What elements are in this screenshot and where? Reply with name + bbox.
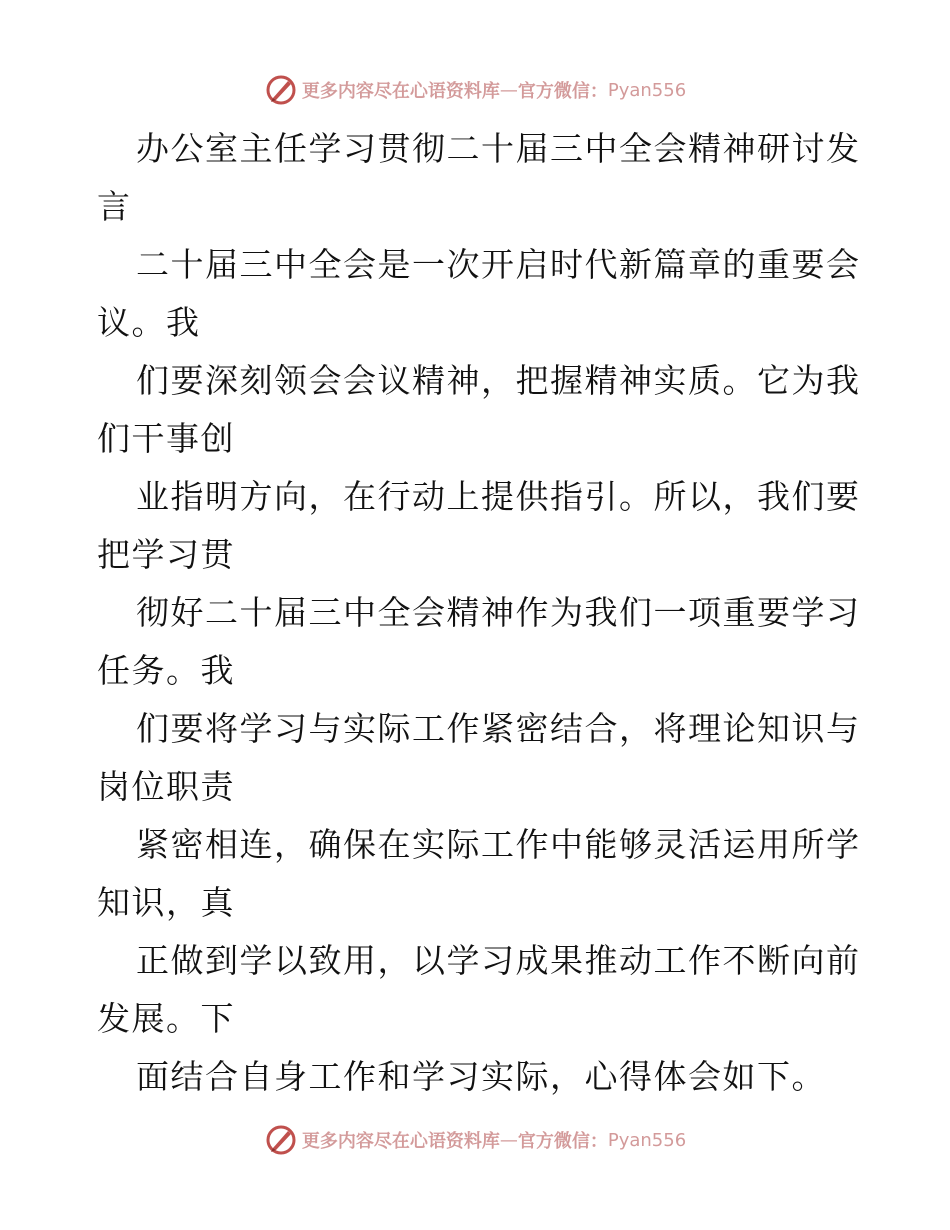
paragraph-line: 们要深刻领会会议精神，把握精神实质。它为我 xyxy=(136,361,861,400)
banner-text: 更多内容尽在心语资料库 xyxy=(301,81,500,102)
paragraph-line: 紧密相连，确保在实际工作中能够灵活运用所学 xyxy=(136,825,861,864)
pen-circle-logo-icon xyxy=(264,73,298,107)
banner-id: Pyan556 xyxy=(607,1129,687,1151)
banner-label: 官方微信： xyxy=(517,1131,608,1152)
paragraph-line: 发展。下 xyxy=(97,999,235,1038)
paragraph-line: 知识，真 xyxy=(97,883,235,922)
banner-text: 更多内容尽在心语资料库 xyxy=(301,1131,500,1152)
document-title-line: 办公室主任学习贯彻二十届三中全会精神研讨发 xyxy=(136,129,861,168)
paragraph-line: 二十届三中全会是一次开启时代新篇章的重要会 xyxy=(136,245,861,284)
paragraph-line: 们要将学习与实际工作紧密结合，将理论知识与 xyxy=(136,709,861,748)
document-body xyxy=(97,120,861,1106)
paragraph-line: 正做到学以致用，以学习成果推动工作不断向前 xyxy=(136,941,861,980)
paragraph-line: 面结合自身工作和学习实际，心得体会如下。 xyxy=(136,1057,826,1096)
paragraph-line: 彻好二十届三中全会精神作为我们一项重要学习 xyxy=(136,593,861,632)
document-title-line-continued: 言 xyxy=(97,187,132,226)
header-watermark-banner xyxy=(0,70,950,110)
pen-circle-logo-icon xyxy=(264,1123,298,1157)
paragraph-line: 把学习贯 xyxy=(97,535,235,574)
banner-separator: — xyxy=(499,79,518,101)
banner-separator: — xyxy=(499,1129,518,1151)
paragraph-line: 议。我 xyxy=(97,303,201,342)
paragraph-line: 岗位职责 xyxy=(97,767,235,806)
paragraph-line: 们干事创 xyxy=(97,419,235,458)
paragraph-line: 任务。我 xyxy=(97,651,235,690)
footer-watermark-banner xyxy=(0,1120,950,1160)
paragraph-line: 业指明方向，在行动上提供指引。所以，我们要 xyxy=(136,477,861,516)
banner-label: 官方微信： xyxy=(517,81,608,102)
banner-id: Pyan556 xyxy=(607,79,687,101)
